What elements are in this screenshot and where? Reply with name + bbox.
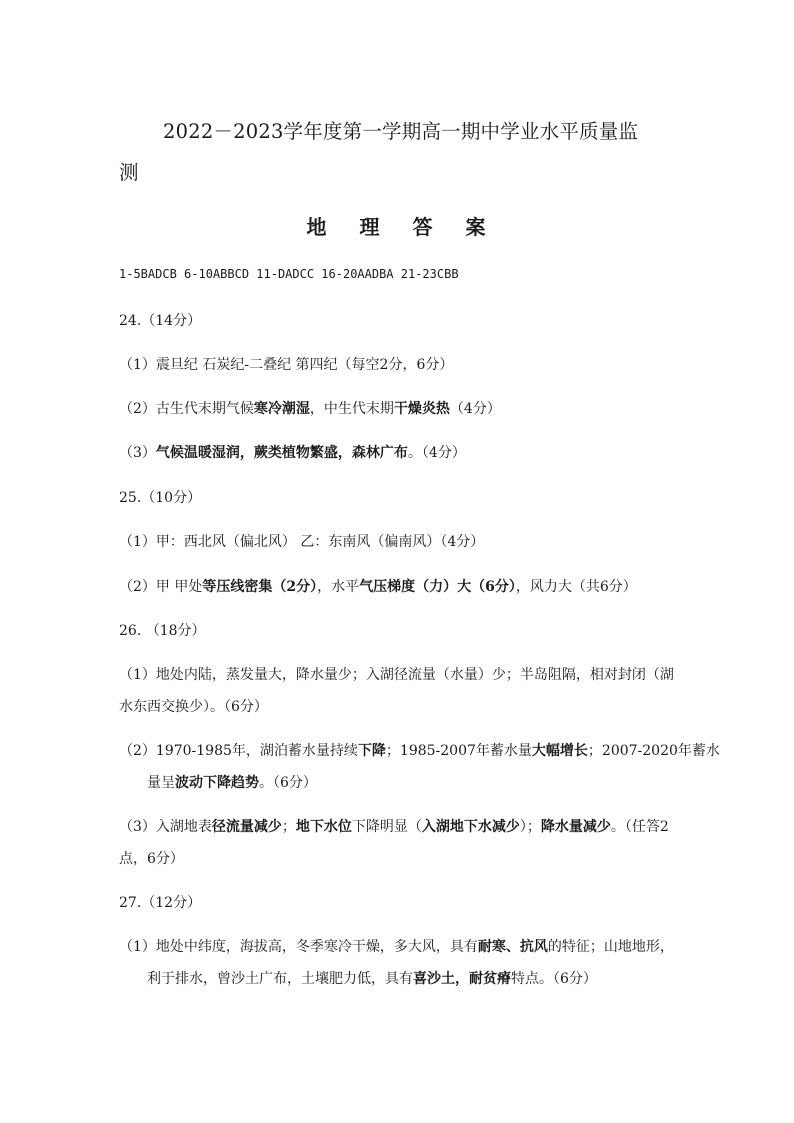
key-term: 气候温暖湿润，蕨类植物繁盛，森林广布: [155, 445, 408, 461]
q24-part3: [119, 442, 466, 462]
q27-heading: 27.（12分）: [119, 895, 202, 911]
text-run: ；2007-2020年蓄水: [587, 743, 720, 759]
subject-char: 案: [465, 215, 488, 239]
text-run: ，水平: [317, 579, 360, 595]
text-run: 量呈: [147, 775, 175, 791]
q24-heading: 24.（14分）: [119, 313, 202, 329]
q27-part1-line2: [147, 968, 597, 988]
subject-char: 理: [359, 215, 382, 239]
text-run: （1）地处中纬度，海拔高，冬季寒冷干燥，多大风，具有: [119, 939, 478, 955]
key-term: 干燥炎热: [393, 401, 450, 417]
text-run: （4分）: [449, 401, 501, 417]
subject-char: 答: [412, 215, 435, 239]
q27-part1-line1: [119, 936, 674, 956]
q26-heading: 26. （18分）: [119, 623, 206, 639]
q26-part1-line1: （1）地处内陆，蒸发量大，降水量少；入湖径流量（水量）少；半岛阻隔，相对封闭（湖: [119, 667, 674, 683]
text-run: 的特征；山地地形，: [547, 939, 674, 955]
key-term: 寒冷潮湿: [253, 401, 310, 417]
q25-part2: [119, 576, 637, 596]
text-run: ）；: [519, 819, 541, 835]
key-term: 降水量减少: [540, 819, 611, 835]
key-term: 径流量减少: [211, 819, 282, 835]
exam-title-line2: 测: [119, 161, 139, 184]
text-run: （3）入湖地表: [119, 819, 212, 835]
q24-part2: [119, 398, 501, 418]
subject-heading: [0, 211, 794, 240]
text-run: ，中生代末期: [309, 401, 394, 417]
choice-answers: 1-5BADCB 6-10ABBCD 11-DADCC 16-20AADBA 21-23CBB: [119, 267, 459, 281]
text-run: ；: [281, 819, 296, 835]
text-run: （3）: [119, 445, 156, 461]
text-run: 特点。（6分）: [511, 971, 597, 987]
q26-part2-line1: [119, 740, 720, 760]
exam-title-line1: 2022－2023学年度第一学期高一期中学业水平质量监: [163, 120, 639, 143]
subject-char: 地: [306, 215, 329, 239]
key-term: 喜沙土，耐贫瘠: [413, 971, 511, 987]
q26-part3-line2: 点，6分）: [119, 851, 184, 867]
text-run: 。（任答2: [610, 819, 669, 835]
text-run: （2）1970-1985年，湖泊蓄水量持续: [119, 743, 358, 759]
text-run: ，风力大（共6分）: [515, 579, 637, 595]
key-term: 等压线密集（2分）: [202, 579, 318, 595]
q25-heading: 25.（10分）: [119, 490, 202, 506]
q26-part3-line1: [119, 816, 669, 836]
text-run: 利于排水，曾沙土广布，土壤肥力低，具有: [147, 971, 413, 987]
q26-part2-line2: [147, 772, 317, 792]
text-run: 。（4分）: [407, 445, 466, 461]
text-run: （2）古生代末期气候: [119, 401, 254, 417]
q26-part1-line2: 水东西交换少）。（6分）: [119, 699, 268, 715]
text-run: 。（6分）: [259, 775, 317, 791]
key-term: 气压梯度（力）大（6分）: [359, 579, 516, 595]
key-term: 入湖地下水减少: [421, 819, 520, 835]
q25-part1: （1）甲：西北风（偏北风） 乙：东南风（偏南风）（4分）: [119, 534, 485, 550]
key-term: 大幅增长: [531, 743, 588, 759]
text-run: ；1985-2007年蓄水量: [385, 743, 532, 759]
q24-part1: （1）震旦纪 石炭纪-二叠纪 第四纪（每空2分，6分）: [119, 357, 454, 373]
key-term: 地下水位: [295, 819, 352, 835]
text-run: 下降明显（: [351, 819, 422, 835]
text-run: （2）甲 甲处: [119, 579, 203, 595]
key-term: 下降: [357, 743, 386, 759]
key-term: 波动下降趋势: [175, 775, 259, 791]
key-term: 耐寒、抗风: [477, 939, 548, 955]
